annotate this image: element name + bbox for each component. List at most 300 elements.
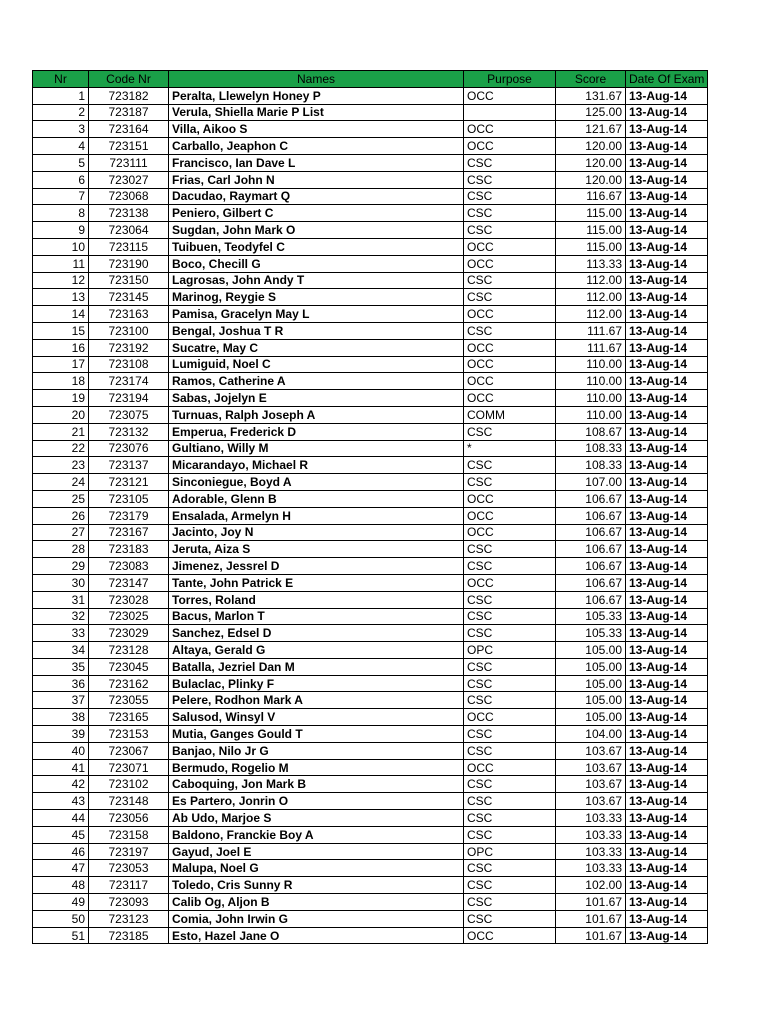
cell-name: Carballo, Jeaphon C: [169, 138, 464, 155]
cell-purpose: CSC: [464, 222, 556, 239]
cell-score: 115.00: [556, 238, 626, 255]
cell-purpose: OCC: [464, 709, 556, 726]
cell-code-nr: 723115: [89, 238, 169, 255]
cell-name: Bacus, Marlon T: [169, 608, 464, 625]
cell-score: 106.67: [556, 490, 626, 507]
cell-date: 13-Aug-14: [626, 104, 708, 121]
cell-date: 13-Aug-14: [626, 793, 708, 810]
cell-date: 13-Aug-14: [626, 322, 708, 339]
table-row: [33, 138, 708, 155]
cell-name: Peniero, Gilbert C: [169, 205, 464, 222]
table-row: [33, 726, 708, 743]
cell-code-nr: 723162: [89, 675, 169, 692]
cell-score: 105.00: [556, 675, 626, 692]
cell-purpose: OCC: [464, 490, 556, 507]
cell-date: 13-Aug-14: [626, 154, 708, 171]
table-row: [33, 927, 708, 944]
cell-date: 13-Aug-14: [626, 658, 708, 675]
cell-purpose: CSC: [464, 625, 556, 642]
cell-score: 111.67: [556, 322, 626, 339]
cell-purpose: CSC: [464, 793, 556, 810]
cell-code-nr: 723076: [89, 440, 169, 457]
cell-name: Marinog, Reygie S: [169, 289, 464, 306]
cell-score: 104.00: [556, 726, 626, 743]
cell-name: Tuibuen, Teodyfel C: [169, 238, 464, 255]
cell-purpose: CSC: [464, 776, 556, 793]
cell-name: Pelere, Rodhon Mark A: [169, 692, 464, 709]
cell-nr: 44: [33, 810, 89, 827]
cell-purpose: CSC: [464, 910, 556, 927]
cell-purpose: OCC: [464, 927, 556, 944]
cell-date: 13-Aug-14: [626, 541, 708, 558]
cell-date: 13-Aug-14: [626, 423, 708, 440]
cell-name: Banjao, Nilo Jr G: [169, 742, 464, 759]
cell-name: Jeruta, Aiza S: [169, 541, 464, 558]
cell-score: 110.00: [556, 373, 626, 390]
cell-date: 13-Aug-14: [626, 608, 708, 625]
cell-nr: 33: [33, 625, 89, 642]
cell-score: 115.00: [556, 205, 626, 222]
cell-date: 13-Aug-14: [626, 457, 708, 474]
cell-nr: 3: [33, 121, 89, 138]
cell-code-nr: 723056: [89, 810, 169, 827]
cell-date: 13-Aug-14: [626, 272, 708, 289]
cell-code-nr: 723027: [89, 171, 169, 188]
cell-purpose: CSC: [464, 894, 556, 911]
table-row: [33, 406, 708, 423]
table-row: [33, 188, 708, 205]
cell-purpose: CSC: [464, 272, 556, 289]
cell-nr: 15: [33, 322, 89, 339]
cell-name: Frias, Carl John N: [169, 171, 464, 188]
cell-date: 13-Aug-14: [626, 776, 708, 793]
cell-name: Calib Og, Aljon B: [169, 894, 464, 911]
cell-name: Emperua, Frederick D: [169, 423, 464, 440]
cell-score: 105.00: [556, 709, 626, 726]
cell-nr: 22: [33, 440, 89, 457]
cell-date: 13-Aug-14: [626, 910, 708, 927]
cell-name: Bengal, Joshua T R: [169, 322, 464, 339]
cell-score: 120.00: [556, 154, 626, 171]
cell-purpose: CSC: [464, 474, 556, 491]
cell-nr: 19: [33, 390, 89, 407]
cell-date: 13-Aug-14: [626, 406, 708, 423]
cell-purpose: CSC: [464, 742, 556, 759]
cell-code-nr: 723045: [89, 658, 169, 675]
cell-nr: 6: [33, 171, 89, 188]
cell-score: 102.00: [556, 877, 626, 894]
table-row: [33, 826, 708, 843]
cell-date: 13-Aug-14: [626, 709, 708, 726]
table-row: [33, 642, 708, 659]
cell-name: Torres, Roland: [169, 591, 464, 608]
cell-score: 112.00: [556, 289, 626, 306]
table-row: [33, 810, 708, 827]
cell-nr: 23: [33, 457, 89, 474]
cell-nr: 41: [33, 759, 89, 776]
cell-purpose: CSC: [464, 171, 556, 188]
cell-nr: 32: [33, 608, 89, 625]
cell-nr: 24: [33, 474, 89, 491]
cell-date: 13-Aug-14: [626, 356, 708, 373]
cell-name: Gayud, Joel E: [169, 843, 464, 860]
cell-purpose: CSC: [464, 457, 556, 474]
cell-nr: 49: [33, 894, 89, 911]
cell-purpose: CSC: [464, 692, 556, 709]
cell-date: 13-Aug-14: [626, 524, 708, 541]
cell-purpose: CSC: [464, 289, 556, 306]
cell-nr: 38: [33, 709, 89, 726]
cell-date: 13-Aug-14: [626, 877, 708, 894]
cell-purpose: CSC: [464, 658, 556, 675]
table-row: [33, 390, 708, 407]
cell-nr: 21: [33, 423, 89, 440]
cell-nr: 42: [33, 776, 89, 793]
cell-code-nr: 723179: [89, 507, 169, 524]
cell-nr: 13: [33, 289, 89, 306]
cell-purpose: CSC: [464, 154, 556, 171]
cell-score: 110.00: [556, 406, 626, 423]
cell-code-nr: 723105: [89, 490, 169, 507]
cell-date: 13-Aug-14: [626, 507, 708, 524]
table-row: [33, 289, 708, 306]
table-row: [33, 843, 708, 860]
cell-code-nr: 723102: [89, 776, 169, 793]
cell-name: Sugdan, John Mark O: [169, 222, 464, 239]
cell-nr: 9: [33, 222, 89, 239]
cell-name: Micarandayo, Michael R: [169, 457, 464, 474]
table-row: [33, 793, 708, 810]
cell-purpose: OCC: [464, 339, 556, 356]
cell-purpose: CSC: [464, 608, 556, 625]
table-row: [33, 860, 708, 877]
table-row: [33, 877, 708, 894]
table-row: [33, 558, 708, 575]
cell-nr: 5: [33, 154, 89, 171]
cell-nr: 47: [33, 860, 89, 877]
cell-purpose: OCC: [464, 138, 556, 155]
cell-code-nr: 723150: [89, 272, 169, 289]
cell-date: 13-Aug-14: [626, 289, 708, 306]
cell-code-nr: 723075: [89, 406, 169, 423]
cell-nr: 31: [33, 591, 89, 608]
cell-date: 13-Aug-14: [626, 255, 708, 272]
cell-nr: 48: [33, 877, 89, 894]
cell-name: Batalla, Jezriel Dan M: [169, 658, 464, 675]
table-row: [33, 541, 708, 558]
cell-score: 103.33: [556, 843, 626, 860]
cell-nr: 28: [33, 541, 89, 558]
table-row: [33, 591, 708, 608]
cell-purpose: CSC: [464, 675, 556, 692]
cell-code-nr: 723067: [89, 742, 169, 759]
cell-code-nr: 723128: [89, 642, 169, 659]
cell-nr: 35: [33, 658, 89, 675]
cell-name: Lumiguid, Noel C: [169, 356, 464, 373]
cell-name: Caboquing, Jon Mark B: [169, 776, 464, 793]
table-row: [33, 457, 708, 474]
cell-name: Ab Udo, Marjoe S: [169, 810, 464, 827]
cell-name: Mutia, Ganges Gould T: [169, 726, 464, 743]
table-row: [33, 474, 708, 491]
cell-name: Esto, Hazel Jane O: [169, 927, 464, 944]
table-row: [33, 658, 708, 675]
cell-score: 101.67: [556, 927, 626, 944]
cell-code-nr: 723187: [89, 104, 169, 121]
cell-purpose: CSC: [464, 205, 556, 222]
cell-code-nr: 723132: [89, 423, 169, 440]
cell-code-nr: 723174: [89, 373, 169, 390]
cell-nr: 14: [33, 306, 89, 323]
header-names: Names: [169, 71, 464, 88]
cell-code-nr: 723053: [89, 860, 169, 877]
cell-date: 13-Aug-14: [626, 138, 708, 155]
cell-purpose: OCC: [464, 574, 556, 591]
table-row: [33, 742, 708, 759]
cell-nr: 40: [33, 742, 89, 759]
table-row: [33, 776, 708, 793]
cell-code-nr: 723182: [89, 87, 169, 104]
cell-score: 105.00: [556, 642, 626, 659]
table-row: [33, 356, 708, 373]
table-row: [33, 608, 708, 625]
cell-code-nr: 723194: [89, 390, 169, 407]
cell-score: 112.00: [556, 272, 626, 289]
cell-date: 13-Aug-14: [626, 927, 708, 944]
cell-code-nr: 723145: [89, 289, 169, 306]
cell-nr: 36: [33, 675, 89, 692]
table-row: [33, 759, 708, 776]
cell-date: 13-Aug-14: [626, 574, 708, 591]
cell-purpose: CSC: [464, 188, 556, 205]
cell-date: 13-Aug-14: [626, 625, 708, 642]
cell-score: 103.67: [556, 759, 626, 776]
cell-purpose: OPC: [464, 843, 556, 860]
cell-purpose: CSC: [464, 322, 556, 339]
table-row: [33, 171, 708, 188]
cell-score: 105.00: [556, 692, 626, 709]
cell-code-nr: 723158: [89, 826, 169, 843]
cell-date: 13-Aug-14: [626, 894, 708, 911]
cell-score: 101.67: [556, 894, 626, 911]
cell-date: 13-Aug-14: [626, 390, 708, 407]
header-score: Score: [556, 71, 626, 88]
header-code-nr: Code Nr: [89, 71, 169, 88]
cell-name: Jacinto, Joy N: [169, 524, 464, 541]
cell-name: Bulaclac, Plinky F: [169, 675, 464, 692]
cell-name: Sinconiegue, Boyd A: [169, 474, 464, 491]
cell-nr: 45: [33, 826, 89, 843]
cell-name: Ensalada, Armelyn H: [169, 507, 464, 524]
cell-code-nr: 723055: [89, 692, 169, 709]
cell-score: 106.67: [556, 524, 626, 541]
cell-nr: 34: [33, 642, 89, 659]
cell-code-nr: 723025: [89, 608, 169, 625]
cell-score: 131.67: [556, 87, 626, 104]
cell-nr: 43: [33, 793, 89, 810]
table-row: [33, 910, 708, 927]
cell-purpose: CSC: [464, 877, 556, 894]
cell-score: 120.00: [556, 138, 626, 155]
cell-name: Bermudo, Rogelio M: [169, 759, 464, 776]
cell-date: 13-Aug-14: [626, 675, 708, 692]
cell-purpose: CSC: [464, 541, 556, 558]
cell-code-nr: 723028: [89, 591, 169, 608]
cell-nr: 51: [33, 927, 89, 944]
cell-date: 13-Aug-14: [626, 490, 708, 507]
cell-purpose: OCC: [464, 255, 556, 272]
cell-code-nr: 723165: [89, 709, 169, 726]
cell-purpose: OCC: [464, 524, 556, 541]
header-purpose: Purpose: [464, 71, 556, 88]
cell-name: Malupa, Noel G: [169, 860, 464, 877]
cell-name: Altaya, Gerald G: [169, 642, 464, 659]
cell-name: Toledo, Cris Sunny R: [169, 877, 464, 894]
cell-name: Turnuas, Ralph Joseph A: [169, 406, 464, 423]
cell-date: 13-Aug-14: [626, 591, 708, 608]
table-row: [33, 574, 708, 591]
cell-purpose: CSC: [464, 860, 556, 877]
cell-code-nr: 723190: [89, 255, 169, 272]
cell-nr: 27: [33, 524, 89, 541]
cell-nr: 50: [33, 910, 89, 927]
cell-name: Es Partero, Jonrin O: [169, 793, 464, 810]
cell-date: 13-Aug-14: [626, 87, 708, 104]
cell-score: 107.00: [556, 474, 626, 491]
cell-purpose: CSC: [464, 826, 556, 843]
cell-name: Tante, John Patrick E: [169, 574, 464, 591]
table-row: [33, 524, 708, 541]
cell-purpose: OCC: [464, 238, 556, 255]
cell-purpose: OCC: [464, 121, 556, 138]
cell-purpose: OCC: [464, 87, 556, 104]
cell-name: Sanchez, Edsel D: [169, 625, 464, 642]
cell-score: 108.33: [556, 440, 626, 457]
cell-name: Salusod, Winsyl V: [169, 709, 464, 726]
cell-nr: 37: [33, 692, 89, 709]
cell-purpose: [464, 104, 556, 121]
cell-purpose: CSC: [464, 591, 556, 608]
cell-nr: 25: [33, 490, 89, 507]
cell-purpose: COMM: [464, 406, 556, 423]
cell-score: 103.33: [556, 810, 626, 827]
cell-name: Ramos, Catherine A: [169, 373, 464, 390]
cell-score: 125.00: [556, 104, 626, 121]
cell-nr: 16: [33, 339, 89, 356]
cell-code-nr: 723147: [89, 574, 169, 591]
table-row: [33, 104, 708, 121]
cell-date: 13-Aug-14: [626, 558, 708, 575]
cell-score: 105.33: [556, 625, 626, 642]
cell-date: 13-Aug-14: [626, 373, 708, 390]
cell-nr: 11: [33, 255, 89, 272]
table-row: [33, 440, 708, 457]
cell-score: 113.33: [556, 255, 626, 272]
cell-name: Verula, Shiella Marie P List: [169, 104, 464, 121]
cell-nr: 8: [33, 205, 89, 222]
cell-name: Pamisa, Gracelyn May L: [169, 306, 464, 323]
cell-date: 13-Aug-14: [626, 306, 708, 323]
cell-date: 13-Aug-14: [626, 843, 708, 860]
cell-purpose: CSC: [464, 726, 556, 743]
table-row: [33, 423, 708, 440]
cell-score: 106.67: [556, 558, 626, 575]
cell-score: 105.00: [556, 658, 626, 675]
cell-name: Lagrosas, John Andy T: [169, 272, 464, 289]
cell-score: 112.00: [556, 306, 626, 323]
cell-code-nr: 723071: [89, 759, 169, 776]
cell-purpose: OCC: [464, 759, 556, 776]
cell-nr: 18: [33, 373, 89, 390]
table-row: [33, 306, 708, 323]
cell-code-nr: 723197: [89, 843, 169, 860]
cell-nr: 39: [33, 726, 89, 743]
cell-date: 13-Aug-14: [626, 440, 708, 457]
cell-score: 105.33: [556, 608, 626, 625]
cell-score: 115.00: [556, 222, 626, 239]
cell-name: Adorable, Glenn B: [169, 490, 464, 507]
cell-code-nr: 723163: [89, 306, 169, 323]
table-row: [33, 205, 708, 222]
cell-nr: 29: [33, 558, 89, 575]
cell-name: Jimenez, Jessrel D: [169, 558, 464, 575]
cell-score: 110.00: [556, 390, 626, 407]
cell-date: 13-Aug-14: [626, 642, 708, 659]
cell-nr: 46: [33, 843, 89, 860]
cell-purpose: OCC: [464, 373, 556, 390]
cell-date: 13-Aug-14: [626, 810, 708, 827]
cell-code-nr: 723123: [89, 910, 169, 927]
cell-code-nr: 723151: [89, 138, 169, 155]
table-row: [33, 373, 708, 390]
cell-date: 13-Aug-14: [626, 339, 708, 356]
cell-code-nr: 723138: [89, 205, 169, 222]
cell-code-nr: 723111: [89, 154, 169, 171]
cell-code-nr: 723192: [89, 339, 169, 356]
cell-code-nr: 723167: [89, 524, 169, 541]
header-nr: Nr: [33, 71, 89, 88]
cell-purpose: OCC: [464, 390, 556, 407]
table-row: [33, 692, 708, 709]
cell-date: 13-Aug-14: [626, 205, 708, 222]
cell-code-nr: 723029: [89, 625, 169, 642]
header-row: [33, 71, 708, 88]
cell-date: 13-Aug-14: [626, 238, 708, 255]
table-row: [33, 222, 708, 239]
cell-score: 120.00: [556, 171, 626, 188]
cell-score: 103.67: [556, 742, 626, 759]
cell-date: 13-Aug-14: [626, 188, 708, 205]
cell-score: 103.67: [556, 793, 626, 810]
cell-score: 116.67: [556, 188, 626, 205]
cell-date: 13-Aug-14: [626, 222, 708, 239]
cell-nr: 17: [33, 356, 89, 373]
cell-name: Boco, Checill G: [169, 255, 464, 272]
cell-score: 106.67: [556, 541, 626, 558]
table-row: [33, 272, 708, 289]
cell-name: Sucatre, May C: [169, 339, 464, 356]
cell-score: 103.67: [556, 776, 626, 793]
cell-nr: 7: [33, 188, 89, 205]
table-row: [33, 238, 708, 255]
table-row: [33, 154, 708, 171]
cell-code-nr: 723148: [89, 793, 169, 810]
table-row: [33, 121, 708, 138]
cell-nr: 2: [33, 104, 89, 121]
cell-date: 13-Aug-14: [626, 692, 708, 709]
cell-code-nr: 723068: [89, 188, 169, 205]
cell-score: 108.33: [556, 457, 626, 474]
